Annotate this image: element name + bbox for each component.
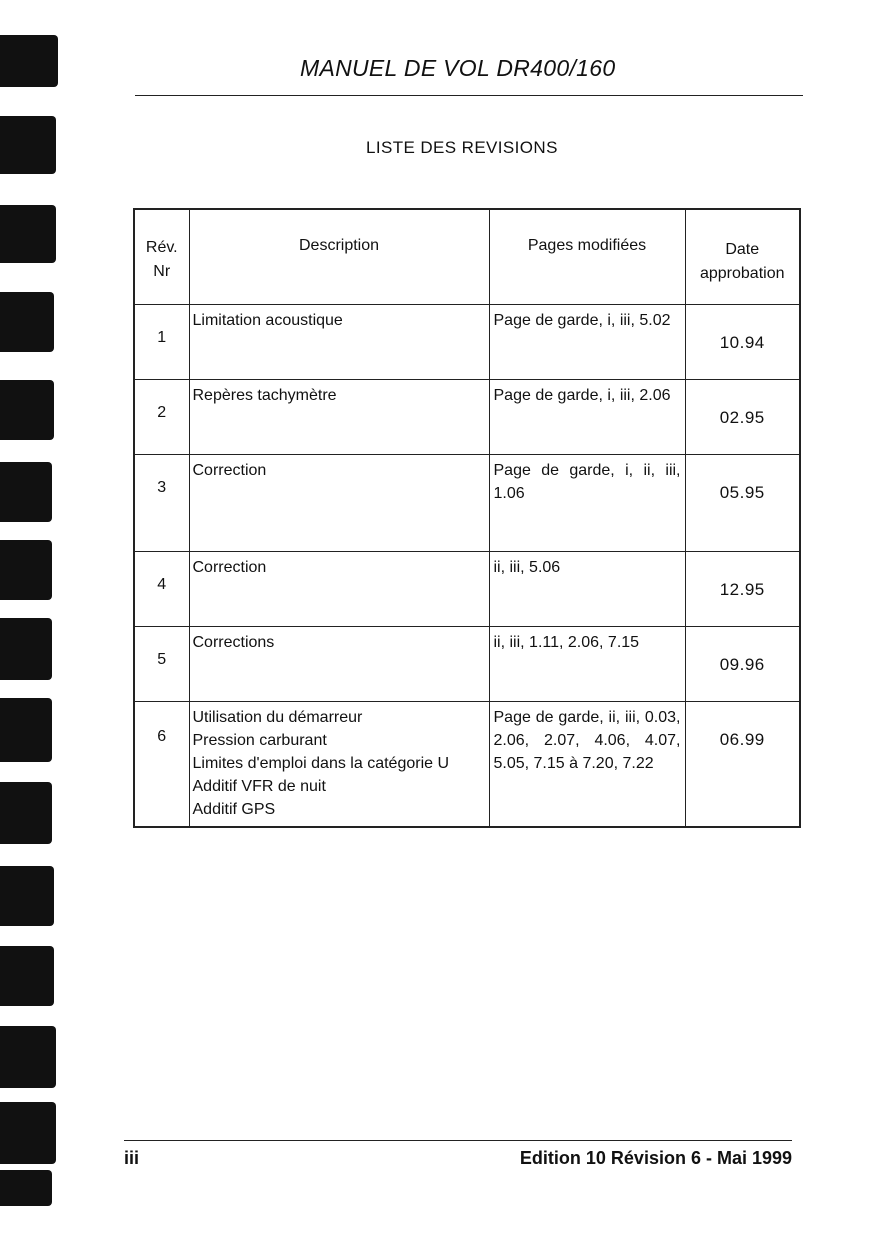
rev-pages: Page de garde, i, iii, 5.02 xyxy=(489,305,685,380)
rev-pages: Page de garde, i, ii, iii, 1.06 xyxy=(489,455,685,552)
binding-hole xyxy=(0,1170,52,1206)
rev-number: 6 xyxy=(134,702,189,828)
header-rev-number: Rév. Nr xyxy=(134,209,189,305)
revisions-table xyxy=(133,208,801,828)
binding-hole xyxy=(0,540,52,600)
header-pages: Pages modifiées xyxy=(489,209,685,305)
rev-description: Correction xyxy=(189,552,489,627)
rev-date: 02.95 xyxy=(685,380,800,455)
binding-hole xyxy=(0,292,54,352)
binding-hole xyxy=(0,782,52,844)
table-row xyxy=(134,552,800,627)
rev-number: 2 xyxy=(134,380,189,455)
rev-number: 4 xyxy=(134,552,189,627)
section-title: LISTE DES REVISIONS xyxy=(366,138,558,157)
binding-hole xyxy=(0,618,52,680)
rev-description: Utilisation du démarreur Pression carburant Limites d'emploi dans la catégorie U Additif VFR de nuit Additif GPS xyxy=(189,702,489,828)
rev-description: Repères tachymètre xyxy=(189,380,489,455)
binding-hole xyxy=(0,380,54,440)
table-header-row xyxy=(134,209,800,305)
manual-title: MANUEL DE VOL DR400/160 xyxy=(300,55,616,81)
rev-date: 12.95 xyxy=(685,552,800,627)
rev-date: 09.96 xyxy=(685,627,800,702)
binding-hole xyxy=(0,205,56,263)
rev-date: 05.95 xyxy=(685,455,800,552)
rev-pages: ii, iii, 1.11, 2.06, 7.15 xyxy=(489,627,685,702)
table-row xyxy=(134,702,800,828)
rev-date: 06.99 xyxy=(685,702,800,828)
binding-hole xyxy=(0,698,52,762)
table-row xyxy=(134,455,800,552)
rev-number: 3 xyxy=(134,455,189,552)
table-row xyxy=(134,380,800,455)
binding-hole xyxy=(0,462,52,522)
header-date: Date approbation xyxy=(685,209,800,305)
binding-hole xyxy=(0,1102,56,1164)
binding-hole xyxy=(0,116,56,174)
edition-info: Edition 10 Révision 6 - Mai 1999 xyxy=(519,1148,792,1168)
rev-description: Limitation acoustique xyxy=(189,305,489,380)
binding-strip xyxy=(0,30,62,1210)
binding-hole xyxy=(0,946,54,1006)
table-row xyxy=(134,305,800,380)
header-description: Description xyxy=(189,209,489,305)
rev-pages: Page de garde, ii, iii, 0.03, 2.06, 2.07, 4.06, 4.07, 5.05, 7.15 à 7.20, 7.22 xyxy=(489,702,685,828)
rev-description: Correction xyxy=(189,455,489,552)
binding-hole xyxy=(0,866,54,926)
binding-hole xyxy=(0,35,58,87)
rev-description: Corrections xyxy=(189,627,489,702)
rev-pages: ii, iii, 5.06 xyxy=(489,552,685,627)
rev-date: 10.94 xyxy=(685,305,800,380)
page-number: iii xyxy=(124,1148,140,1168)
footer-rule xyxy=(124,1140,792,1141)
rev-number: 5 xyxy=(134,627,189,702)
rev-pages: Page de garde, i, iii, 2.06 xyxy=(489,380,685,455)
header-rule xyxy=(135,95,803,96)
binding-hole xyxy=(0,1026,56,1088)
table-row xyxy=(134,627,800,702)
rev-number: 1 xyxy=(134,305,189,380)
